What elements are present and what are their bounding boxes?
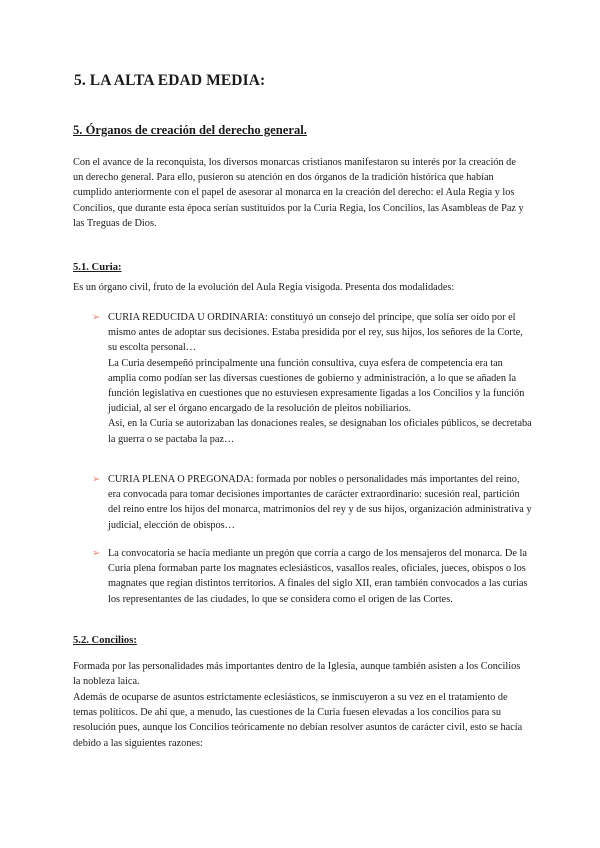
bullet-paragraph: Así, en la Curia se autorizaban las donaciones reales, se designaban los oficiales públicos, se decretaba la guerra o se pactaba la paz… bbox=[108, 418, 532, 445]
arrow-bullet-icon: ➢ bbox=[92, 312, 101, 323]
main-heading: 5. LA ALTA EDAD MEDIA: bbox=[74, 72, 266, 89]
concilios-paragraph-2: Además de ocuparse de asuntos estrictamente eclesiásticos, se inmiscuyeron a su vez en el tratamiento de temas políticos. De ahí que, a menudo, las cuestiones de la Curia fuesen elevadas a los concilios para su resolución pues, aunque los Concilios teóricamente no debían resolver asuntos de carácter civil, esto se hacía debido a las siguientes razones: bbox=[73, 692, 523, 749]
bullet-curia-reducida bbox=[92, 310, 532, 447]
section-heading: 5. Órganos de creación del derecho general. bbox=[73, 123, 307, 137]
bullet-curia-plena bbox=[92, 472, 532, 533]
bullet-convocatoria bbox=[92, 546, 532, 607]
bullet-paragraph: La Curia desempeñó principalmente una función consultiva, cuya esfera de competencia era tan amplia como podían ser las diversas cuestiones de gobierno y administración, a lo que se añaden la función legislativa en cuestiones que no estuviesen expresamente ligadas a los Concilios y la función judicial, al ser el órgano encargado de la resolución de pleitos nobiliarios. bbox=[108, 357, 525, 415]
arrow-bullet-icon: ➢ bbox=[92, 474, 101, 485]
bullet-paragraph: CURIA REDUCIDA U ORDINARIA: constituyó un consejo del príncipe, que solía ser oído por el mismo antes de adoptar sus decisiones. Estaba presidida por el rey, sus hijos, los señores de la Corte, su escolta personal… bbox=[108, 312, 523, 354]
bullet-paragraph: La convocatoria se hacía mediante un pregón que corría a cargo de los mensajeros del monarca. De la Curia plena formaban parte los magnates eclesiásticos, vasallos reales, oficiales, jueces, obispos o los magnates que regían distintos territorios. A finales del siglo XII, eran también convocados a las curias los representantes de las ciudades, lo que se considera como el origen de las Cortes. bbox=[108, 548, 528, 605]
curia-heading: 5.1. Curia: bbox=[73, 262, 122, 273]
bullet-paragraph: CURIA PLENA O PREGONADA: formada por nobles o personalidades más importantes del reino, era convocada para tomar decisiones importantes de carácter extraordinario: sucesión real, partición del reino entre los hijos del monarca, matrimonios del rey y de sus hijos, organización administrativa y judicial, elección de obispos… bbox=[108, 474, 532, 531]
arrow-bullet-icon: ➢ bbox=[92, 548, 101, 559]
curia-intro-paragraph: Es un órgano civil, fruto de la evolución del Aula Regia visigoda. Presenta dos modalidades: bbox=[73, 282, 455, 293]
concilios-paragraph-1: Formada por las personalidades más importantes dentro de la Iglesia, aunque también asisten a los Concilios la nobleza laica. bbox=[73, 661, 521, 688]
intro-paragraph: Con el avance de la reconquista, los diversos monarcas cristianos manifestaron su interés por la creación de un derecho general. Para ello, pusieron su atención en dos órganos de la tradición histórica que habían cumplido anteriormente con el papel de asesorar al monarca en la creación del derecho: el Aula Regia y los Concilios, que durante esta época serían sustituidos por la Curia Regia, los Concilios, las Asambleas de Paz y las Treguas de Dios. bbox=[73, 157, 524, 229]
concilios-heading: 5.2. Concilios: bbox=[73, 635, 137, 646]
